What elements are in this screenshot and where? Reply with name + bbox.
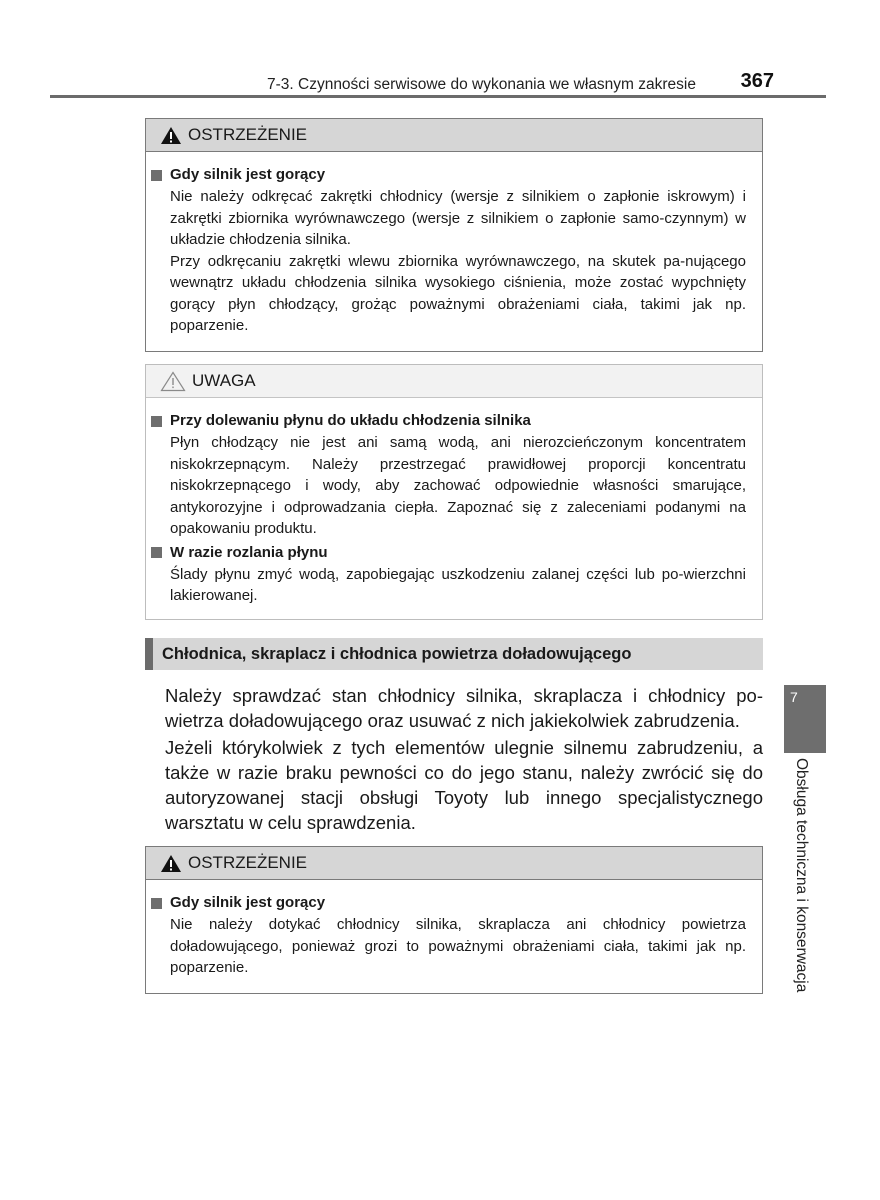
bullet-square-icon — [151, 170, 162, 181]
warning-item-text — [151, 186, 746, 337]
chapter-number: 7 — [790, 689, 798, 705]
warning-box-header — [146, 847, 762, 880]
bullet-square-icon — [151, 547, 162, 558]
chapter-title-vertical — [788, 758, 812, 1028]
page-number: 367 — [740, 70, 774, 92]
notice-item-text: Ślady płynu zmyć wodą, zapobiegając uszkodzeniu zalanej części lub po-wierzchni lakierowanej. — [170, 565, 746, 604]
warning-item-text: Nie należy dotykać chłodnicy silnika, skraplacza ani chłodnicy powietrza doładowującego, ponieważ grozi to poważnymi obrażeniami ciała, takimi jak np. poparzenie. — [170, 916, 746, 976]
warning-triangle-icon — [160, 126, 182, 145]
warning-item-title: Gdy silnik jest gorący — [151, 892, 746, 914]
warning-triangle-icon — [160, 854, 182, 873]
warning-paragraph: Nie należy odkręcać zakrętki chłodnicy (wersje z silnikiem o zapłonie iskrowym) i zakrętki zbiornika wyrównawczego (wersje z silnikiem o zapłonie samo-czynnym) w układzie chłodzenia silnika. — [170, 188, 746, 248]
bullet-square-icon — [151, 416, 162, 427]
notice-item-title: W razie rozlania płynu — [151, 542, 746, 564]
warning-label: OSTRZEŻENIE — [188, 125, 308, 144]
notice-item-title: Przy dolewaniu płynu do układu chłodzenia silnika — [151, 410, 746, 432]
notice-label: UWAGA — [192, 371, 256, 390]
section-heading: Chłodnica, skraplacz i chłodnica powietrza doładowującego — [145, 638, 763, 670]
header-section-title: 7-3. Czynności serwisowe do wykonania we własnym zakresie — [266, 76, 696, 93]
bullet-square-icon — [151, 898, 162, 909]
body-paragraph: Należy sprawdzać stan chłodnicy silnika, skraplacza i chłodnicy po-wietrza doładowującego oraz usuwać z nich jakiekolwiek zabrudzenia. — [165, 685, 763, 731]
warning-box — [145, 118, 763, 352]
body-paragraph: Jeżeli którykolwiek z tych elementów ulegnie silnemu zabrudzeniu, a także w razie braku pewności co do jego stanu, należy zwrócić się do autoryzowanej stacji obsługi Toyoty lub innego specjalistycznego warsztatu w celu sprawdzenia. — [165, 737, 763, 833]
page-header — [50, 68, 826, 98]
notice-box — [145, 364, 763, 620]
notice-box-header — [146, 365, 762, 398]
chapter-tab — [784, 685, 826, 753]
warning-label: OSTRZEŻENIE — [188, 853, 308, 872]
warning-item-title: Gdy silnik jest gorący — [151, 164, 746, 186]
caution-triangle-icon — [160, 371, 186, 392]
warning-paragraph: Przy odkręcaniu zakrętki wlewu zbiornika wyrównawczego, na skutek pa-nującego wewnątrz układu chłodzenia silnika wysokiego ciśnienia, może zostać wypchnięty gorący płyn chłodzący, grożąc poważnymi obrażeniami ciała, takimi jak np. poparzenie. — [170, 252, 746, 334]
notice-item-text: Płyn chłodzący nie jest ani samą wodą, ani nierozcieńczonym koncentratem niskokrzepnącym. Należy przestrzegać prawidłowej proporcji koncentratu niskokrzepnącego i wody, aby zachować odpowiednie własności smarujące, antykorozyjne i odprowadzania ciepła. Zapoznać się z zaleceniami podanymi na opakowaniu produktu. — [170, 434, 746, 537]
chapter-title: Obsługa techniczna i konserwacja — [793, 758, 810, 993]
warning-box-header — [146, 119, 762, 152]
warning-box — [145, 846, 763, 994]
